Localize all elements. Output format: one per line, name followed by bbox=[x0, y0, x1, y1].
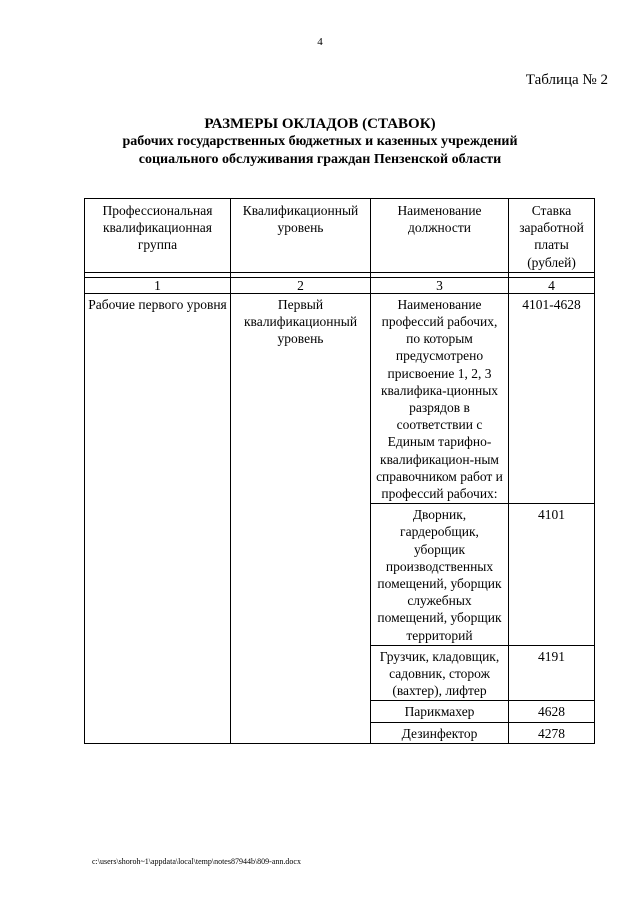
rate-cell: 4101-4628 bbox=[509, 293, 595, 503]
rate-cell: 4101 bbox=[509, 504, 595, 646]
header-row bbox=[85, 199, 595, 273]
column-number: 3 bbox=[371, 277, 509, 293]
column-number-row bbox=[85, 277, 595, 293]
header-cell-group: Профессиональная квалификационная группа bbox=[85, 199, 231, 273]
rate-cell: 4278 bbox=[509, 722, 595, 743]
group-cell: Рабочие первого уровня bbox=[85, 293, 231, 743]
header-cell-position: Наименование должности bbox=[371, 199, 509, 273]
table-label: Таблица № 2 bbox=[525, 72, 608, 88]
page-number: 4 bbox=[317, 36, 323, 48]
salary-table bbox=[84, 198, 595, 744]
column-number: 4 bbox=[509, 277, 595, 293]
title-line-1: РАЗМЕРЫ ОКЛАДОВ (СТАВОК) bbox=[204, 116, 436, 132]
column-number: 2 bbox=[231, 277, 371, 293]
column-number: 1 bbox=[85, 277, 231, 293]
level-cell: Первый квалификационный уровень bbox=[231, 293, 371, 743]
title-line-2: рабочих государственных бюджетных и казенных учреждений bbox=[122, 134, 518, 149]
position-cell: Наименование профессий рабочих, по которым предусмотрено присвоение 1, 2, 3 квалифика-ционных разрядов в соответствии с Единым тарифно-квалификацион-ным справочником работ и профессий рабочих: bbox=[371, 293, 509, 503]
position-cell: Дворник, гардеробщик, уборщик производственных помещений, уборщик служебных помещений, уборщик территорий bbox=[371, 504, 509, 646]
document-title bbox=[0, 115, 640, 169]
rate-cell: 4191 bbox=[509, 645, 595, 701]
header-cell-rate: Ставка заработной платы (рублей) bbox=[509, 199, 595, 273]
title-line-3: социального обслуживания граждан Пензенской области bbox=[138, 152, 502, 167]
header-cell-level: Квалификационный уровень bbox=[231, 199, 371, 273]
position-cell: Грузчик, кладовщик, садовник, сторож (вахтер), лифтер bbox=[371, 645, 509, 701]
footer-file-path: c:\users\shoroh~1\appdata\local\temp\notes87944b\809-ann.docx bbox=[92, 857, 301, 866]
table-row bbox=[85, 293, 595, 503]
position-cell: Дезинфектор bbox=[371, 722, 509, 743]
position-cell: Парикмахер bbox=[371, 701, 509, 722]
rate-cell: 4628 bbox=[509, 701, 595, 722]
